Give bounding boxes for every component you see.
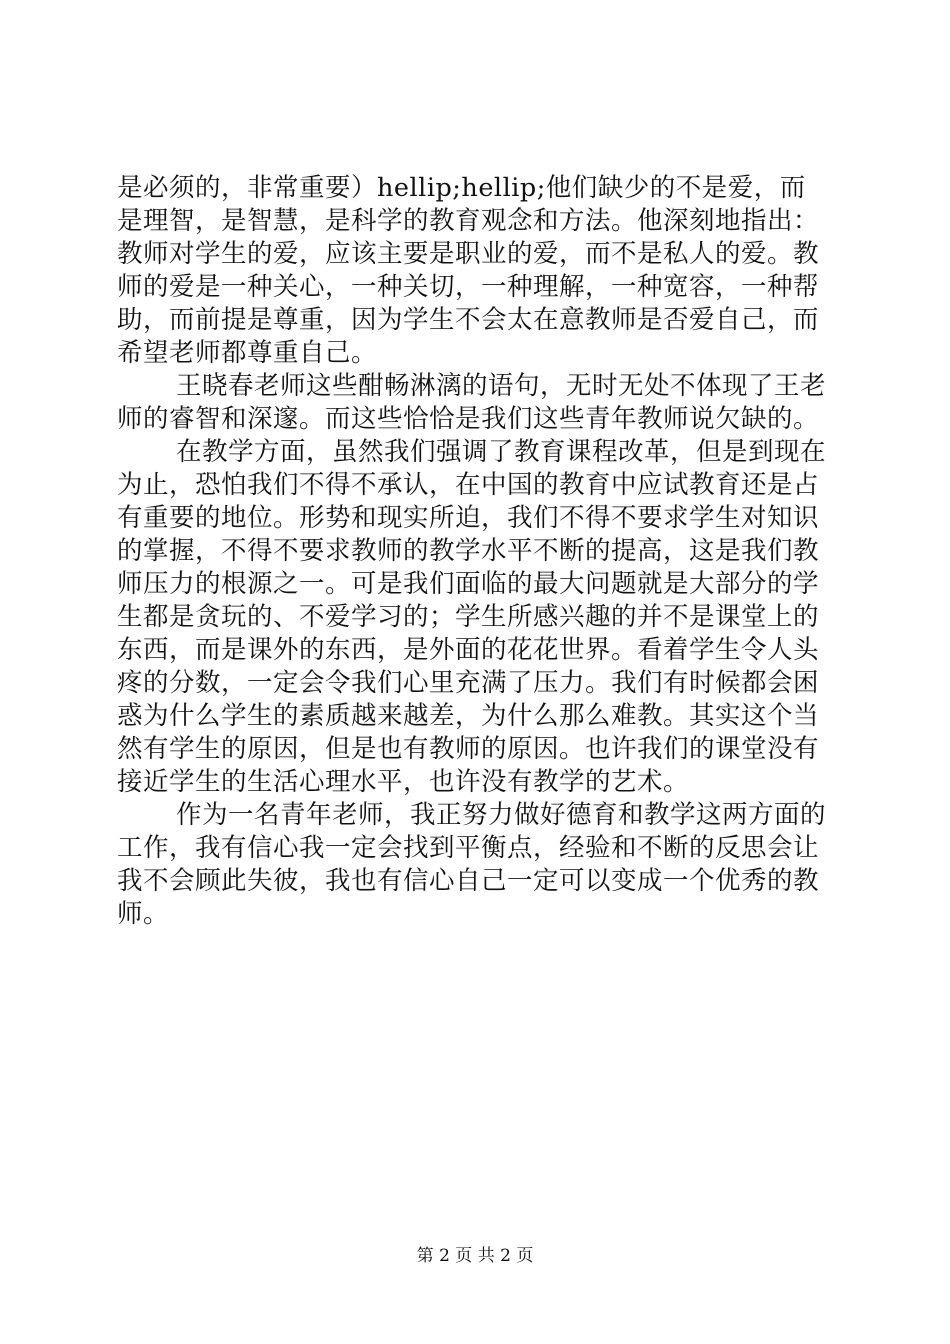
text-line: 工作，我有信心我一定会找到平衡点，经验和不断的反思会让: [117, 833, 820, 863]
text-line: 希望老师都尊重自己。: [117, 338, 378, 368]
text-line: 接近学生的生活心理水平，也许没有教学的艺术。: [117, 767, 690, 797]
text-line: 师的爱是一种关心，一种关切，一种理解，一种宽容，一种帮: [117, 272, 820, 302]
paragraph-2: [117, 370, 833, 436]
text-line-first: 在教学方面，虽然我们强调了教育课程改革，但是到现在: [176, 437, 827, 467]
paragraph-4: [117, 799, 833, 931]
text-line: 我不会顾此失彼，我也有信心自己一定可以变成一个优秀的教: [117, 866, 820, 896]
text-line-first: 王晓春老师这些酣畅淋漓的语句，无时无处不体现了王老: [176, 371, 827, 401]
text-line: 然有学生的原因，但是也有教师的原因。也许我们的课堂没有: [117, 734, 820, 764]
text-line: 的掌握，不得不要求教师的教学水平不断的提高，这是我们教: [117, 536, 820, 566]
paragraph-3: [117, 436, 833, 799]
text-line: 惑为什么学生的素质越来越差，为什么那么难教。其实这个当: [117, 701, 820, 731]
page-footer: [0, 1241, 950, 1266]
text-line: 是必须的，非常重要）hellip;hellip;他们缺少的不是爱，而: [117, 173, 806, 203]
text-line: 东西，而是课外的东西，是外面的花花世界。看着学生令人头: [117, 635, 820, 665]
text-line: 疼的分数，一定会令我们心里充满了压力。我们有时候都会困: [117, 668, 820, 698]
text-line: 师。: [117, 899, 170, 929]
text-line: 教师对学生的爱，应该主要是职业的爱，而不是私人的爱。教: [117, 239, 820, 269]
text-line: 师的睿智和深邃。而这些恰恰是我们这些青年教师说欠缺的。: [117, 404, 820, 434]
text-line: 为止，恐怕我们不得不承认，在中国的教育中应试教育还是占: [117, 470, 820, 500]
paragraph-1: [117, 172, 833, 370]
text-line: 助，而前提是尊重，因为学生不会太在意教师是否爱自己，而: [117, 305, 820, 335]
text-line: 生都是贪玩的、不爱学习的；学生所感兴趣的并不是课堂上的: [117, 602, 820, 632]
text-line: 师压力的根源之一。可是我们面临的最大问题就是大部分的学: [117, 569, 820, 599]
text-line: 有重要的地位。形势和现实所迫，我们不得不要求学生对知识: [117, 503, 820, 533]
page-number-label: 第 2 页 共 2 页: [416, 1246, 534, 1266]
document-body: [117, 172, 833, 931]
text-line-first: 作为一名青年老师，我正努力做好德育和教学这两方面的: [176, 800, 827, 830]
text-line: 是理智，是智慧，是科学的教育观念和方法。他深刻地指出：: [117, 206, 820, 236]
